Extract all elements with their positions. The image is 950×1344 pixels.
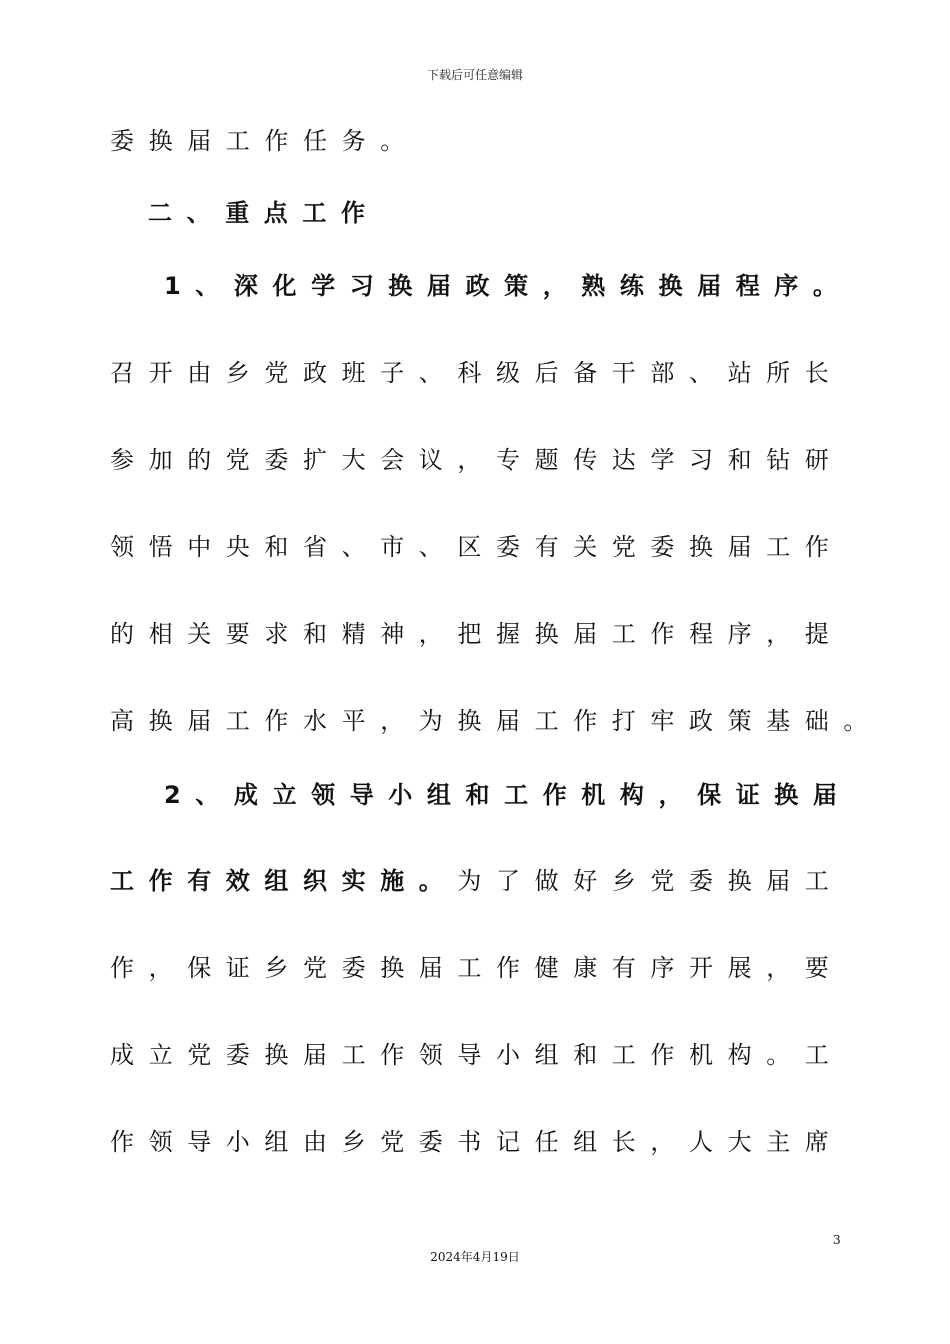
body-line-10 [110, 866, 843, 896]
subsection-heading-2-2: 2、成立领导小组和工作机构，保证换届 [164, 781, 852, 809]
body-line-12: 成立党委换届工作领导小组和工作机构。工 [110, 1041, 844, 1069]
body-line-7: 的相关要求和精神，把握换届工作程序，提 [110, 620, 844, 648]
body-line-1: 委换届工作任务。 [110, 127, 419, 155]
subsection-heading-2-2-continued: 工作有效组织实施。 [110, 867, 458, 895]
page-header: 下载后可任意编辑 [426, 68, 523, 82]
body-line-11: 作，保证乡党委换届工作健康有序开展，要 [110, 954, 844, 982]
body-line-8: 高换届工作水平，为换届工作打牢政策基础。 [110, 707, 882, 735]
page-footer-date: 2024年4月19日 [430, 1250, 520, 1264]
body-line-10-text: 为了做好乡党委换届工 [457, 867, 844, 895]
body-line-13: 作领导小组由乡党委书记任组长，人大主席 [110, 1128, 844, 1156]
subsection-heading-2-1: 1、深化学习换届政策，熟练换届程序。 [164, 272, 852, 300]
body-line-4: 召开由乡党政班子、科级后备干部、站所长 [110, 359, 844, 387]
body-line-5: 参加的党委扩大会议，专题传达学习和钻研 [110, 446, 844, 474]
section-heading-2: 二、重点工作 [148, 199, 380, 227]
page-number: 3 [833, 1233, 841, 1247]
body-line-6: 领悟中央和省、市、区委有关党委换届工作 [110, 533, 844, 561]
